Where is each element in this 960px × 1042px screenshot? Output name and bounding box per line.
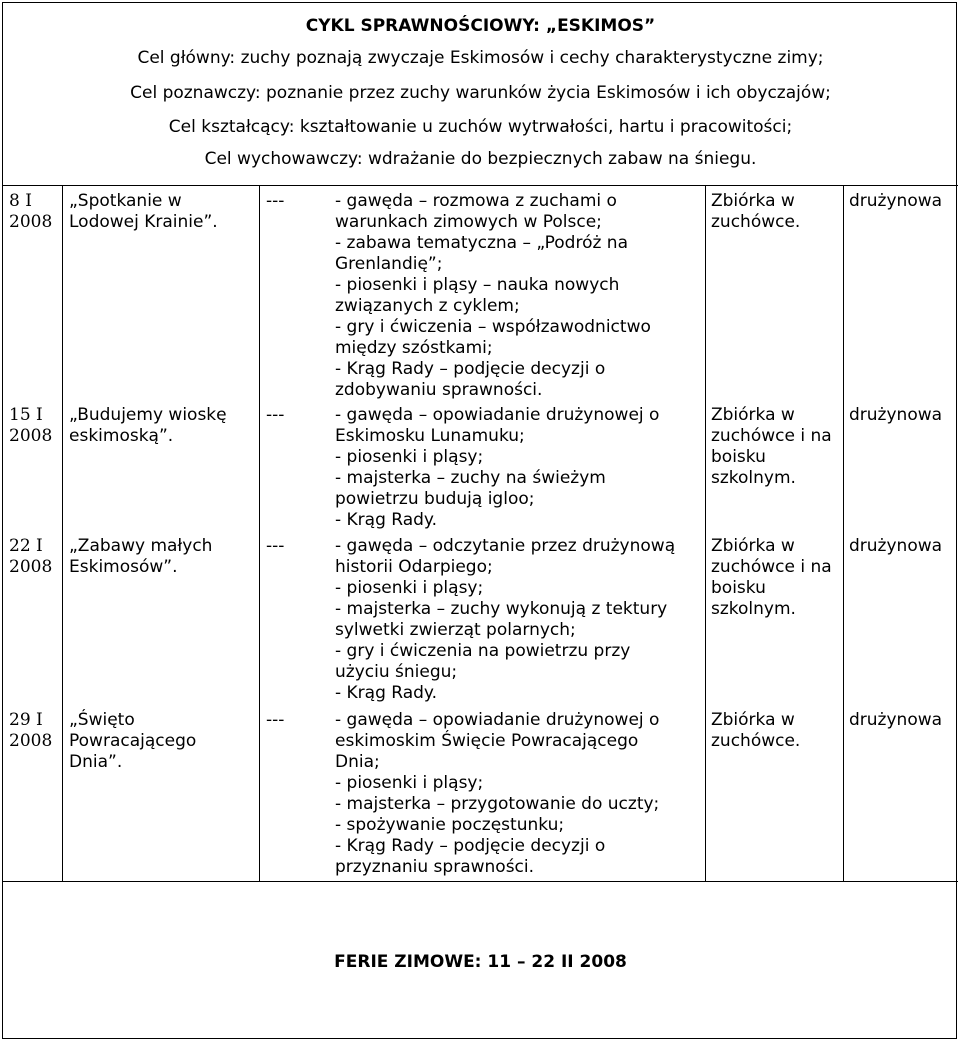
row-responsible: drużynowa xyxy=(849,710,943,730)
row-responsible: drużynowa xyxy=(849,191,943,211)
row-responsible: drużynowa xyxy=(849,536,943,556)
row-topic: „Spotkanie w Lodowej Krainie”. xyxy=(69,191,218,232)
column-divider-place xyxy=(843,185,844,881)
row-dash: --- xyxy=(266,710,285,730)
row-activities: - gawęda – opowiadanie drużynowej o eskimoskim Święcie Powracającego Dnia; - piosenki i pląsy; - majsterka – przygotowanie do uczty; - spożywanie poczęstunku; - Krąg Rady – podjęcie decyzji o przyznaniu sprawności. xyxy=(335,710,660,877)
goal-cognitive: Cel poznawczy: poznanie przez zuchy warunków życia Eskimosów i ich obyczajów; xyxy=(130,83,831,103)
row-activities: - gawęda – odczytanie przez drużynową historii Odarpiego; - piosenki i pląsy; - majsterka – zuchy wykonują z tektury sylwetki zwierząt polarnych; - gry i ćwiczenia na powietrzu przy użyciu śniegu; - Krąg Rady. xyxy=(335,536,676,703)
row-dash: --- xyxy=(266,536,285,556)
row-place: Zbiórka w zuchówce. xyxy=(711,191,801,232)
row-activities: - gawęda – opowiadanie drużynowej o Eskimosku Lunamuku; - piosenki i pląsy; - majsterka – zuchy na świeżym powietrzu budują igloo; - Krąg Rady. xyxy=(335,405,660,530)
document-frame xyxy=(2,2,957,1039)
row-topic: „Święto Powracającego Dnia”. xyxy=(69,710,197,772)
winter-holidays-note: FERIE ZIMOWE: 11 – 22 II 2008 xyxy=(334,952,627,972)
row-date: 29 I 2008 xyxy=(9,710,53,751)
row-place: Zbiórka w zuchówce i na boisku szkolnym. xyxy=(711,405,832,488)
row-topic: „Zabawy małych Eskimosów”. xyxy=(69,536,213,577)
row-topic: „Budujemy wioskę eskimoską”. xyxy=(69,405,227,446)
row-date: 8 I 2008 xyxy=(9,191,53,232)
table-bottom-divider xyxy=(3,881,958,882)
goal-main: Cel główny: zuchy poznają zwyczaje Eskimosów i cechy charakterystyczne zimy; xyxy=(137,48,824,68)
row-responsible: drużynowa xyxy=(849,405,943,425)
row-activities: - gawęda – rozmowa z zuchami o warunkach zimowych w Polsce; - zabawa tematyczna – „Podróż na Grenlandię”; - piosenki i pląsy – nauka nowych związanych z cyklem; - gry i ćwiczenia – współzawodnictwo między szóstkami; - Krąg Rady – podjęcie decyzji o zdobywaniu sprawności. xyxy=(335,191,651,400)
column-divider-date xyxy=(62,185,63,881)
cycle-title: CYKL SPRAWNOŚCIOWY: „ESKIMOS” xyxy=(305,16,656,36)
column-divider-activities xyxy=(705,185,706,881)
header-divider xyxy=(3,185,958,186)
goal-upbringing: Cel wychowawczy: wdrażanie do bezpiecznych zabaw na śniegu. xyxy=(204,149,757,169)
row-place: Zbiórka w zuchówce. xyxy=(711,710,801,751)
row-date: 15 I 2008 xyxy=(9,405,53,446)
row-place: Zbiórka w zuchówce i na boisku szkolnym. xyxy=(711,536,832,619)
row-dash: --- xyxy=(266,405,285,425)
row-date: 22 I 2008 xyxy=(9,536,53,577)
row-dash: --- xyxy=(266,191,285,211)
goal-educational: Cel kształcący: kształtowanie u zuchów wytrwałości, hartu i pracowitości; xyxy=(168,117,793,137)
column-divider-topic xyxy=(259,185,260,881)
